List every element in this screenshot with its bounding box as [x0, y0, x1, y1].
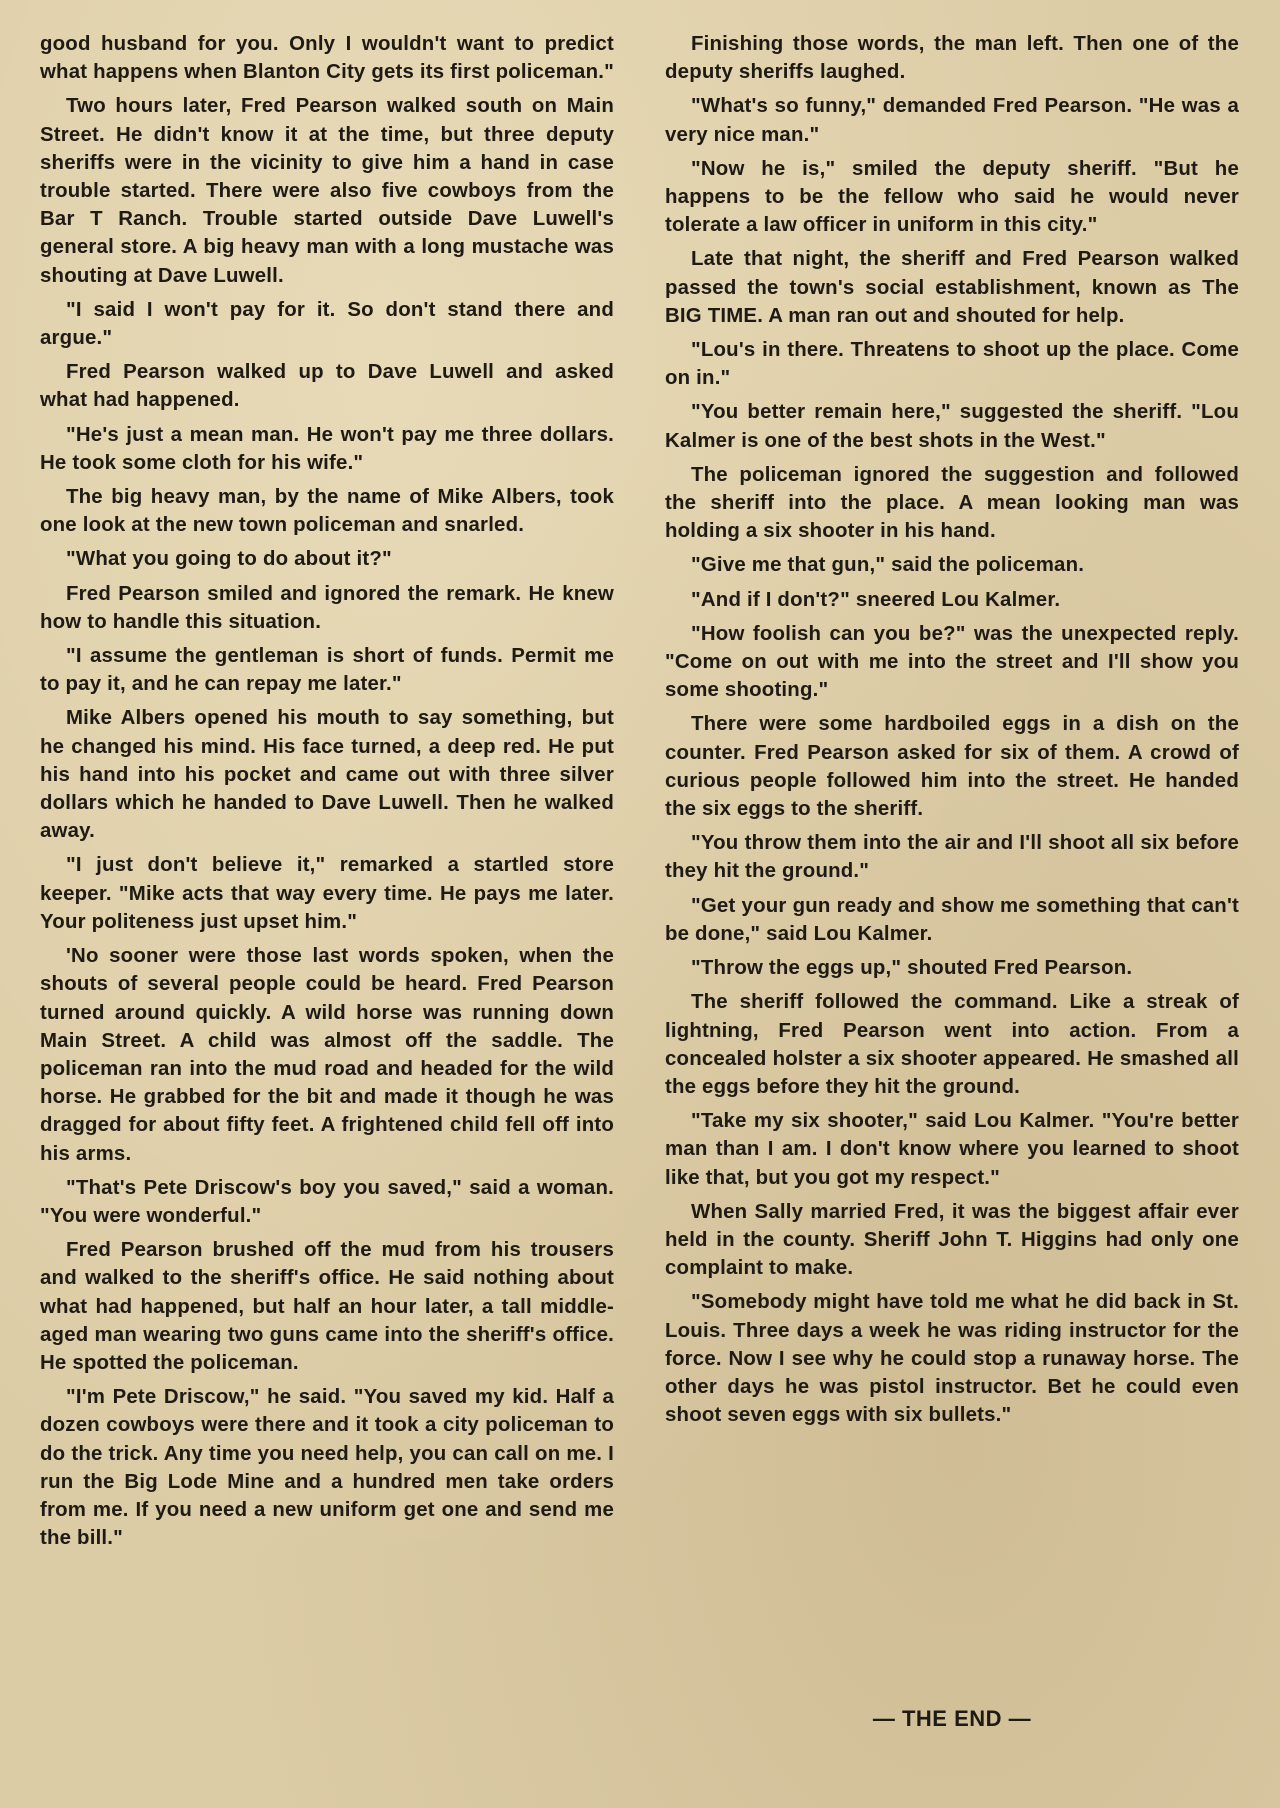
story-paragraph: Fred Pearson walked up to Dave Luwell and asked what had happened.	[40, 361, 614, 412]
story-paragraph: "Now he is," smiled the deputy sheriff. "But he happens to be the fellow who said he would never tolerate a law officer in uniform in this city."	[665, 157, 1239, 237]
story-paragraph: "Somebody might have told me what he did back in St. Louis. Three days a week he was riding instructor for the force. Now I see why he could stop a runaway horse. The other days he was pistol instructor. Bet he could even shoot seven eggs with six bullets."	[665, 1291, 1239, 1427]
story-paragraph: "You throw them into the air and I'll shoot all six before they hit the ground."	[665, 832, 1239, 883]
story-paragraph: "I assume the gentleman is short of funds. Permit me to pay it, and he can repay me later."	[40, 645, 614, 696]
the-end-marker: — THE END —	[872, 1706, 1032, 1731]
story-paragraph: There were some hardboiled eggs in a dish on the counter. Fred Pearson asked for six of them. A crowd of curious people followed him into the street. He handed the six eggs to the sheriff.	[665, 713, 1239, 821]
right-column	[665, 30, 1239, 1435]
story-paragraph: "What you going to do about it?"	[66, 548, 392, 571]
story-paragraph: "How foolish can you be?" was the unexpected reply. "Come on out with me into the street and I'll show you some shooting."	[665, 622, 1239, 702]
story-paragraph: When Sally married Fred, it was the biggest affair ever held in the county. Sheriff John T. Higgins had only one complaint to make.	[665, 1200, 1239, 1280]
story-paragraph: "And if I don't?" sneered Lou Kalmer.	[691, 588, 1061, 611]
story-paragraph: "Get your gun ready and show me something that can't be done," said Lou Kalmer.	[665, 894, 1239, 945]
story-paragraph: Mike Albers opened his mouth to say something, but he changed his mind. His face turned, a deep red. He put his hand into his pocket and came out with three silver dollars which he handed to Dave Luwell. Then he walked away.	[40, 707, 614, 843]
story-paragraph: Late that night, the sheriff and Fred Pearson walked passed the town's social establishment, known as The BIG TIME. A man ran out and shouted for help.	[665, 248, 1239, 327]
story-paragraph: good husband for you. Only I wouldn't want to predict what happens when Blanton City gets its first policeman."	[40, 33, 614, 84]
story-paragraph: "That's Pete Driscow's boy you saved," said a woman. "You were wonderful."	[40, 1176, 614, 1227]
story-paragraph: "Give me that gun," said the policeman.	[691, 554, 1085, 577]
story-paragraph: Fred Pearson smiled and ignored the remark. He knew how to handle this situation.	[40, 582, 614, 633]
story-paragraph: 'No sooner were those last words spoken, when the shouts of several people could be heard. Fred Pearson turned around quickly. A wild horse was running down Main Street. A child was almost off the saddle. The policeman ran into the mud road and headed for the wild horse. He grabbed for the bit and made it though he was dragged for about fifty feet. A frightened child fell off into his arms.	[40, 945, 614, 1165]
story-paragraph: "He's just a mean man. He won't pay me three dollars. He took some cloth for his wife."	[40, 423, 614, 474]
story-paragraph: "I'm Pete Driscow," he said. "You saved my kid. Half a dozen cowboys were there and it took a city policeman to do the trick. Any time you need help, you can call on me. I run the Big Lode Mine and a hundred men take orders from me. If you need a new uniform get one and send me the bill."	[40, 1386, 614, 1550]
story-paragraph: Two hours later, Fred Pearson walked south on Main Street. He didn't know it at the time, but three deputy sheriffs were in the vicinity to give him a hand in case trouble started. There were also five cowboys from the Bar T Ranch. Trouble started outside Dave Luwell's general store. A big heavy man with a long mustache was shouting at Dave Luwell.	[40, 95, 614, 287]
story-paragraph: "I just don't believe it," remarked a startled store keeper. "Mike acts that way every time. He pays me later. Your politeness just upset him."	[40, 854, 614, 933]
story-paragraph: Fred Pearson brushed off the mud from his trousers and walked to the sheriff's office. He said nothing about what had happened, but half an hour later, a tall middle-aged man wearing two guns came into the sheriff's office. He spotted the policeman.	[40, 1239, 614, 1374]
story-paragraph: "I said I won't pay for it. So don't stand there and argue."	[40, 298, 614, 350]
story-paragraph: The big heavy man, by the name of Mike Albers, took one look at the new town policeman and snarled.	[40, 486, 614, 537]
story-paragraph: "You better remain here," suggested the sheriff. "Lou Kalmer is one of the best shots in the West."	[665, 401, 1239, 452]
story-paragraph: "What's so funny," demanded Fred Pearson. "He was a very nice man."	[665, 95, 1239, 146]
story-paragraph: Finishing those words, the man left. Then one of the deputy sheriffs laughed.	[665, 33, 1239, 84]
story-paragraph: "Throw the eggs up," shouted Fred Pearson.	[691, 957, 1133, 980]
story-paragraph: "Take my six shooter," said Lou Kalmer. "You're better man than I am. I don't know where you learned to shoot like that, but you got my respect."	[665, 1110, 1239, 1189]
story-paragraph: The sheriff followed the command. Like a streak of lightning, Fred Pearson went into action. From a concealed holster a six shooter appeared. He smashed all the eggs before they hit the ground.	[665, 991, 1239, 1098]
left-column	[40, 30, 614, 1558]
story-paragraph: The policeman ignored the suggestion and followed the sheriff into the place. A mean looking man was holding a six shooter in his hand.	[665, 463, 1239, 543]
story-paragraph: "Lou's in there. Threatens to shoot up the place. Come on in."	[665, 339, 1239, 390]
